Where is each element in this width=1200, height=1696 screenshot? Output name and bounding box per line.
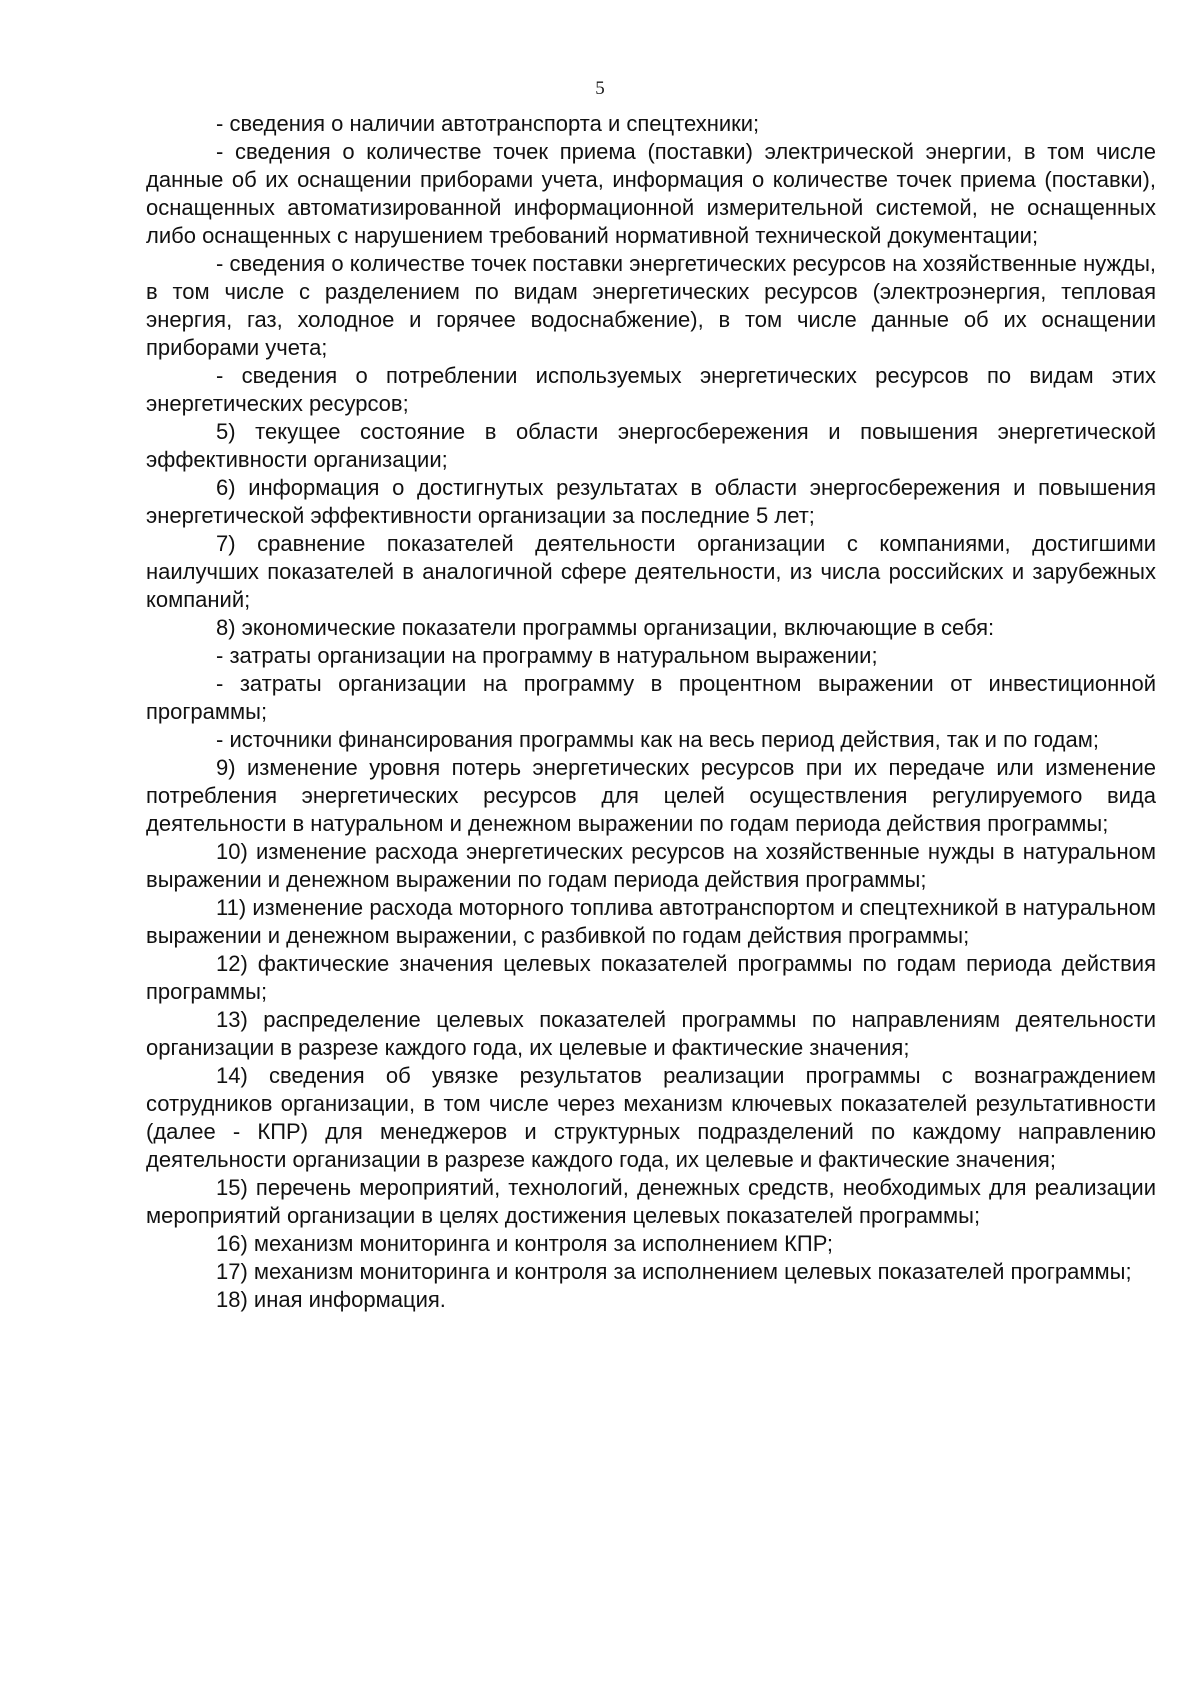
paragraph-consumption: - сведения о потреблении используемых энергетических ресурсов по видам этих энергетических ресурсов; [146,363,1156,416]
paragraph-item-15: 15) перечень мероприятий, технологий, денежных средств, необходимых для реализации мероприятий организации в целях достижения целевых показателей программы; [146,1175,1156,1228]
paragraph-item-16: 16) механизм мониторинга и контроля за исполнением КПР; [216,1231,833,1256]
paragraph-vehicles: - сведения о наличии автотранспорта и спецтехники; [216,111,760,136]
paragraph-item-7: 7) сравнение показателей деятельности организации с компаниями, достигшими наилучших показателей в аналогичной сфере деятельности, из числа российских и зарубежных компаний; [146,531,1156,612]
paragraph-item-8: 8) экономические показатели программы организации, включающие в себя: [216,615,995,640]
page-number: 5 [595,78,605,99]
paragraph-item-17: 17) механизм мониторинга и контроля за исполнением целевых показателей программы; [216,1259,1132,1284]
paragraph-item-11: 11) изменение расхода моторного топлива автотранспортом и спецтехникой в натуральном выражении и денежном выражении, с разбивкой по годам действия программы; [146,895,1156,948]
paragraph-costs-percent: - затраты организации на программу в процентном выражении от инвестиционной программы; [146,671,1156,724]
paragraph-item-6: 6) информация о достигнутых результатах в области энергосбережения и повышения энергетической эффективности организации за последние 5 лет; [146,475,1156,528]
paragraph-item-12: 12) фактические значения целевых показателей программы по годам периода действия программы; [146,951,1156,1004]
paragraph-costs-natural: - затраты организации на программу в натуральном выражении; [216,643,878,668]
paragraph-item-13: 13) распределение целевых показателей программы по направлениям деятельности организации в разрезе каждого года, их целевые и фактические значения; [146,1007,1156,1060]
paragraph-item-9: 9) изменение уровня потерь энергетических ресурсов при их передаче или изменение потребления энергетических ресурсов для целей осуществления регулируемого вида деятельности в натуральном и денежном выражении по годам периода действия программы; [146,755,1156,836]
paragraph-household-points: - сведения о количестве точек поставки энергетических ресурсов на хозяйственные нужды, в том числе с разделением по видам энергетических ресурсов (электроэнергия, тепловая энергия, газ, холодное и горячее водоснабжение), в том числе данные об их оснащении приборами учета; [146,251,1156,360]
document-body [146,110,1156,1314]
paragraph-funding-sources: - источники финансирования программы как на весь период действия, так и по годам; [216,727,1099,752]
paragraph-item-5: 5) текущее состояние в области энергосбережения и повышения энергетической эффективности организации; [146,419,1156,472]
paragraph-item-14: 14) сведения об увязке результатов реализации программы с вознаграждением сотрудников организации, в том числе через механизм ключевых показателей результативности (далее - КПР) для менеджеров и структурных подразделений по каждому направлению деятельности организации в разрезе каждого года, их целевые и фактические значения; [146,1063,1156,1172]
paragraph-electric-points: - сведения о количестве точек приема (поставки) электрической энергии, в том числе данные об их оснащении приборами учета, информация о количестве точек приема (поставки), оснащенных автоматизированной информационной измерительной системой, не оснащенных либо оснащенных с нарушением требований нормативной технической документации; [146,139,1156,248]
paragraph-item-10: 10) изменение расхода энергетических ресурсов на хозяйственные нужды в натуральном выражении и денежном выражении по годам периода действия программы; [146,839,1156,892]
paragraph-item-18: 18) иная информация. [216,1287,446,1312]
